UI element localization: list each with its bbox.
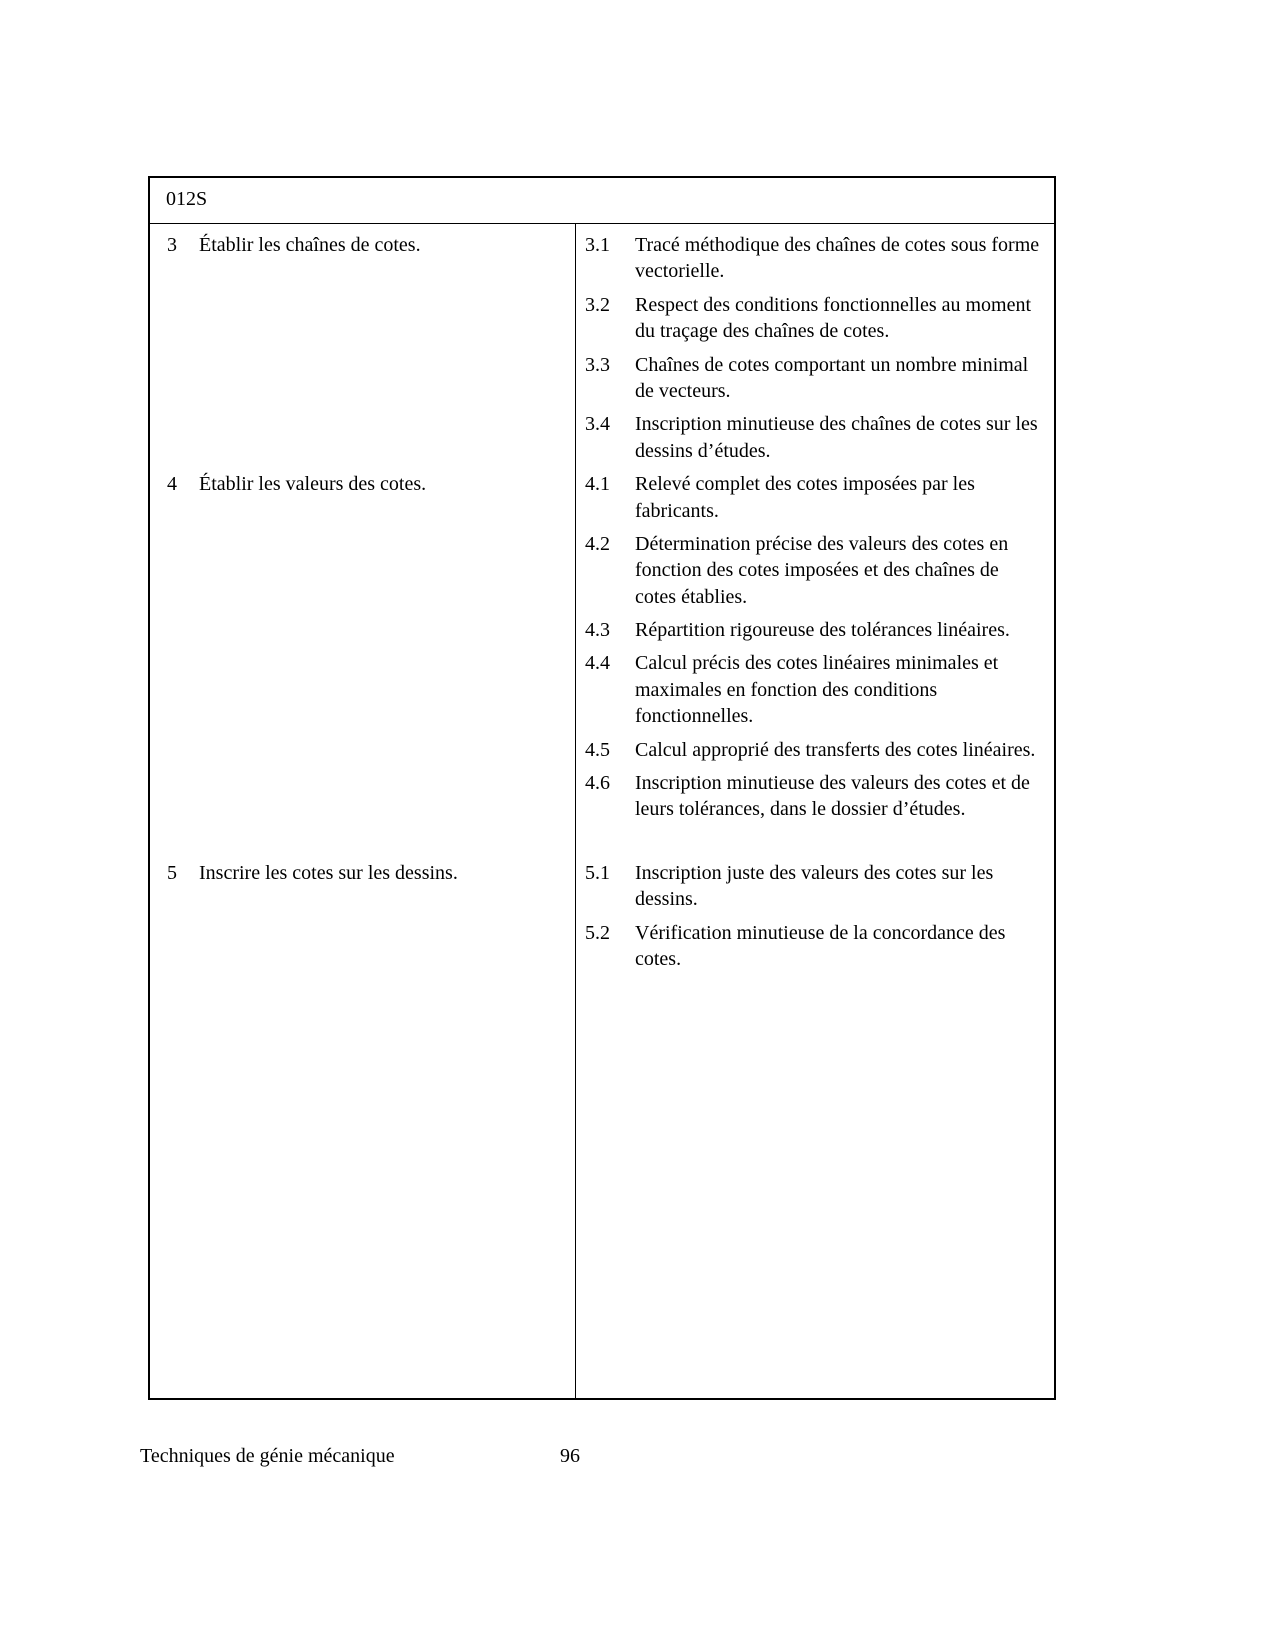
criterion-row: [585, 232, 1040, 285]
objective-number: 5: [167, 861, 177, 884]
criterion-number: 4.6: [585, 772, 610, 795]
criterion-number: 4.5: [585, 738, 610, 761]
criterion-text: Tracé méthodique des chaînes de cotes sous forme vectorielle.: [635, 234, 1040, 283]
criterion-row: [585, 737, 1040, 763]
objective-group-3: [150, 232, 1054, 471]
objective-cell: [150, 232, 575, 258]
criterion-row: [585, 471, 1040, 524]
criterion-number: 4.1: [585, 473, 610, 496]
criterion-row: [585, 531, 1040, 610]
criterion-text: Vérification minutieuse de la concordance des cotes.: [635, 921, 1006, 970]
objective-number: 3: [167, 234, 177, 256]
objective-group-5: [150, 860, 1054, 980]
objective-group-4: [150, 471, 1054, 830]
criterion-number: 5.2: [585, 921, 610, 944]
criterion-text: Chaînes de cotes comportant un nombre minimal de vecteurs.: [635, 353, 1029, 402]
criterion-text: Répartition rigoureuse des tolérances linéaires.: [635, 619, 1010, 642]
objective-number: 4: [167, 473, 177, 496]
criterion-number: 3.1: [585, 234, 610, 256]
criterion-number: 4.2: [585, 532, 610, 555]
criterion-text: Calcul précis des cotes linéaires minimales et maximales en fonction des conditions fonctionnelles.: [635, 652, 999, 728]
footer-text: Techniques de génie mécanique: [140, 1445, 395, 1467]
objective-text: Inscrire les cotes sur les dessins.: [199, 861, 458, 884]
criterion-row: [585, 770, 1040, 823]
criterion-row: [585, 411, 1040, 464]
criteria-cell: [575, 471, 1054, 830]
objective-row: [167, 471, 563, 497]
criterion-text: Inscription minutieuse des valeurs des cotes et de leurs tolérances, dans le dossier d’études.: [635, 772, 1030, 821]
criterion-text: Détermination précise des valeurs des cotes en fonction des cotes imposées et des chaînes de cotes établies.: [635, 532, 1009, 608]
criteria-cell: [575, 232, 1054, 471]
objective-cell: [150, 860, 575, 886]
page-number: 96: [560, 1445, 580, 1467]
course-code: 012S: [166, 188, 208, 210]
criterion-text: Respect des conditions fonctionnelles au moment du traçage des chaînes de cotes.: [635, 293, 1032, 343]
criterion-text: Calcul approprié des transferts des cotes linéaires.: [635, 738, 1036, 761]
criterion-text: Inscription minutieuse des chaînes de cotes sur les dessins d’études.: [635, 413, 1038, 462]
objective-cell: [150, 471, 575, 497]
criterion-row: [585, 617, 1040, 643]
criterion-row: [585, 650, 1040, 729]
table-body: [150, 224, 1054, 979]
objective-row: [167, 232, 563, 258]
criteria-cell: [575, 860, 1054, 980]
criterion-text: Inscription juste des valeurs des cotes sur les dessins.: [635, 861, 994, 911]
criterion-row: [585, 292, 1040, 345]
criterion-number: 5.1: [585, 861, 610, 884]
criterion-number: 3.2: [585, 293, 610, 316]
competency-table: [148, 176, 1056, 1400]
objective-text: Établir les valeurs des cotes.: [199, 473, 427, 496]
criterion-row: [585, 352, 1040, 405]
criterion-number: 4.4: [585, 652, 610, 675]
criterion-row: [585, 860, 1040, 913]
table-header: [150, 178, 1054, 224]
criterion-number: 3.4: [585, 413, 610, 436]
criterion-number: 4.3: [585, 619, 610, 642]
objective-text: Établir les chaînes de cotes.: [199, 234, 421, 256]
criterion-number: 3.3: [585, 353, 610, 376]
criterion-text: Relevé complet des cotes imposées par les fabricants.: [635, 473, 975, 522]
criterion-row: [585, 920, 1040, 973]
objective-row: [167, 860, 563, 886]
